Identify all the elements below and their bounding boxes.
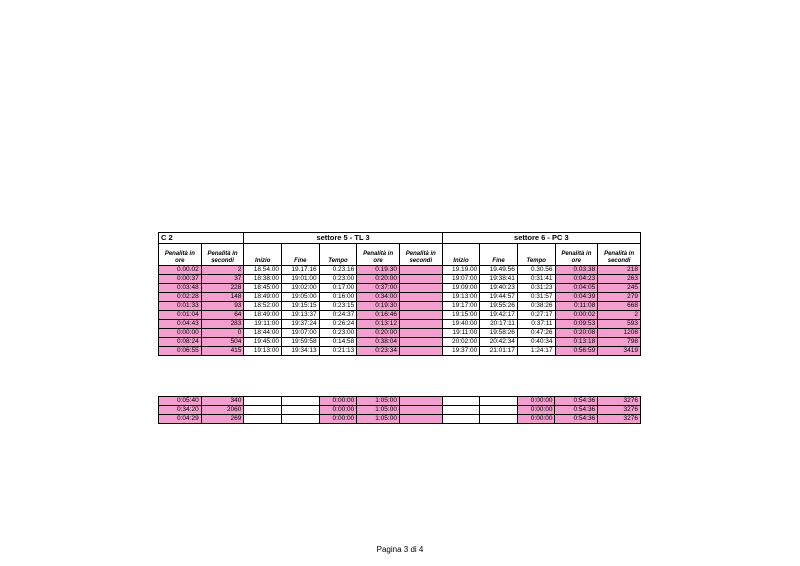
table-cell: 0:01:33 bbox=[159, 302, 202, 311]
table-cell: 0:54:36 bbox=[555, 415, 598, 424]
table-cell: 0:23:15 bbox=[319, 302, 357, 311]
table-cell bbox=[282, 406, 320, 415]
summary-table-body bbox=[159, 397, 641, 424]
table-cell: 0.03.38 bbox=[555, 266, 598, 275]
table-cell: 0:54:36 bbox=[555, 397, 598, 406]
table-cell: 19:17:00 bbox=[442, 302, 480, 311]
table-cell bbox=[399, 406, 442, 415]
column-header: Penalità in ore bbox=[555, 244, 598, 266]
table-cell: 0:23:00 bbox=[319, 329, 357, 338]
table-cell: 0:00:00 bbox=[517, 397, 555, 406]
table-cell: 0:00:00 bbox=[517, 406, 555, 415]
column-header: Fine bbox=[480, 244, 518, 266]
table-cell: 263 bbox=[598, 275, 641, 284]
table-cell: 0.30.56 bbox=[517, 266, 555, 275]
page-number: Pagina 3 di 4 bbox=[376, 545, 424, 554]
table-row bbox=[159, 293, 641, 302]
table-cell: 279 bbox=[598, 293, 641, 302]
table-cell: 18:52:00 bbox=[244, 302, 282, 311]
table-cell: 0:04:39 bbox=[555, 293, 598, 302]
table-cell: 19:07:00 bbox=[442, 275, 480, 284]
table-cell: 0:00:00 bbox=[517, 415, 555, 424]
table-cell: 0:37:00 bbox=[357, 284, 400, 293]
table-cell: 0:47:26 bbox=[517, 329, 555, 338]
table-cell: 18.54.00 bbox=[244, 266, 282, 275]
table-cell: 19:38:41 bbox=[480, 275, 518, 284]
table-row bbox=[159, 406, 641, 415]
table-cell: 19:37:00 bbox=[442, 347, 480, 356]
table-cell: 0:13:18 bbox=[555, 338, 598, 347]
table-cell: 19.19.00 bbox=[442, 266, 480, 275]
table-cell bbox=[399, 302, 442, 311]
table-cell: 2 bbox=[598, 311, 641, 320]
table-cell: 0:14:58 bbox=[319, 338, 357, 347]
table-cell bbox=[399, 293, 442, 302]
table-cell: 0:04:05 bbox=[555, 284, 598, 293]
table-cell: 2060 bbox=[201, 406, 244, 415]
table-cell: 0:38:04 bbox=[357, 338, 400, 347]
table-cell: 0:13:12 bbox=[357, 320, 400, 329]
table-cell: 0:00:00 bbox=[319, 406, 357, 415]
table-cell bbox=[480, 415, 518, 424]
table-cell: 0:23:00 bbox=[319, 275, 357, 284]
table-cell: 0:20:00 bbox=[357, 275, 400, 284]
table-cell: 0:56:59 bbox=[555, 347, 598, 356]
table-cell: 0:04:29 bbox=[159, 415, 202, 424]
table-cell: 20:17:11 bbox=[480, 320, 518, 329]
table-cell: 19:13:00 bbox=[442, 293, 480, 302]
table-cell: 0:16:46 bbox=[357, 311, 400, 320]
table-cell: 19:11:00 bbox=[442, 329, 480, 338]
table-cell: 1:05:00 bbox=[357, 397, 400, 406]
column-header: Inizio bbox=[244, 244, 282, 266]
column-header: Penalità in secondi bbox=[399, 244, 442, 266]
table-row bbox=[159, 320, 641, 329]
table-cell: 19:58:26 bbox=[480, 329, 518, 338]
table-cell: 19:40:23 bbox=[480, 284, 518, 293]
table-cell: 0:26:24 bbox=[319, 320, 357, 329]
table-cell: 0:23:34 bbox=[357, 347, 400, 356]
table-cell: 0:11:08 bbox=[555, 302, 598, 311]
table-cell: 2 bbox=[201, 266, 244, 275]
table-cell bbox=[480, 397, 518, 406]
table-row bbox=[159, 275, 641, 284]
column-header: Penalità in ore bbox=[357, 244, 400, 266]
table-cell bbox=[244, 415, 282, 424]
table-cell: 19:37:24 bbox=[282, 320, 320, 329]
table-cell: 1208 bbox=[598, 329, 641, 338]
table-cell: 0:04:43 bbox=[159, 320, 202, 329]
table-cell: 228 bbox=[201, 284, 244, 293]
table-cell: 0:24:37 bbox=[319, 311, 357, 320]
table-cell: 340 bbox=[201, 397, 244, 406]
table-cell bbox=[282, 397, 320, 406]
table-cell bbox=[399, 320, 442, 329]
table-cell: 0:31:57 bbox=[517, 293, 555, 302]
table-cell: 37 bbox=[201, 275, 244, 284]
table-cell: 19:05:00 bbox=[282, 293, 320, 302]
table-cell: 0:03:48 bbox=[159, 284, 202, 293]
group-header-row bbox=[159, 233, 641, 244]
table-cell: 19.49.56 bbox=[480, 266, 518, 275]
group-header-settore-5: settore 5 - TL 3 bbox=[244, 233, 442, 244]
table-cell: 0:09:53 bbox=[555, 320, 598, 329]
table-cell: 19:59:58 bbox=[282, 338, 320, 347]
table-cell: 19:45:00 bbox=[244, 338, 282, 347]
table-cell: 1:05:00 bbox=[357, 415, 400, 424]
table-row bbox=[159, 266, 641, 275]
results-table bbox=[158, 232, 641, 356]
table-cell: 19:02:00 bbox=[282, 284, 320, 293]
table-row bbox=[159, 311, 641, 320]
table-cell: 19:13:00 bbox=[244, 347, 282, 356]
table-cell: 19:40:00 bbox=[442, 320, 480, 329]
table-cell: 3276 bbox=[598, 406, 641, 415]
table-cell bbox=[442, 406, 480, 415]
table-cell: 269 bbox=[201, 415, 244, 424]
table-cell: 593 bbox=[598, 320, 641, 329]
table-cell: 0:00:02 bbox=[555, 311, 598, 320]
table-cell: 0:00:37 bbox=[159, 275, 202, 284]
table-cell: 19:13:37 bbox=[282, 311, 320, 320]
table-cell: 19:07:00 bbox=[282, 329, 320, 338]
table-cell: 19.17.16 bbox=[282, 266, 320, 275]
column-header: Penalità in secondi bbox=[598, 244, 641, 266]
table-cell: 3276 bbox=[598, 415, 641, 424]
table-cell: 18:44:00 bbox=[244, 329, 282, 338]
table-cell: 19:34:13 bbox=[282, 347, 320, 356]
table-cell: 20:02:00 bbox=[442, 338, 480, 347]
table-cell: 415 bbox=[201, 347, 244, 356]
column-header: Fine bbox=[282, 244, 320, 266]
table-cell bbox=[244, 397, 282, 406]
table-cell: 0:31:23 bbox=[517, 284, 555, 293]
table-cell: 148 bbox=[201, 293, 244, 302]
table-cell: 21:01:17 bbox=[480, 347, 518, 356]
summary-table bbox=[158, 396, 641, 424]
table-cell: 93 bbox=[201, 302, 244, 311]
table-cell: 0.23.16 bbox=[319, 266, 357, 275]
column-header: Penalità in ore bbox=[159, 244, 202, 266]
table-cell: 218 bbox=[598, 266, 641, 275]
table-cell: 0:01:04 bbox=[159, 311, 202, 320]
group-header-settore-6: settore 6 - PC 3 bbox=[442, 233, 640, 244]
group-header-c2: C 2 bbox=[159, 233, 244, 244]
table-cell: 19:15:00 bbox=[442, 311, 480, 320]
table-cell: 0:19:30 bbox=[357, 302, 400, 311]
table-cell: 19:11:00 bbox=[244, 320, 282, 329]
table-cell: 245 bbox=[598, 284, 641, 293]
table-row bbox=[159, 397, 641, 406]
table-cell: 283 bbox=[201, 320, 244, 329]
table-cell: 0:37:11 bbox=[517, 320, 555, 329]
table-cell: 0:02:28 bbox=[159, 293, 202, 302]
table-cell: 0:34:00 bbox=[357, 293, 400, 302]
table-cell bbox=[244, 406, 282, 415]
table-cell bbox=[399, 329, 442, 338]
column-header-row bbox=[159, 244, 641, 266]
table-cell: 0:17:00 bbox=[319, 284, 357, 293]
table-cell: 20:42:34 bbox=[480, 338, 518, 347]
table-row bbox=[159, 302, 641, 311]
table-cell: 0:38:26 bbox=[517, 302, 555, 311]
table-cell: 0.00.02 bbox=[159, 266, 202, 275]
table-cell: 504 bbox=[201, 338, 244, 347]
table-cell: 0:00:00 bbox=[319, 397, 357, 406]
column-header: Tempo bbox=[319, 244, 357, 266]
table-cell: 18:49:00 bbox=[244, 311, 282, 320]
table-row bbox=[159, 415, 641, 424]
table-cell: 1:05:00 bbox=[357, 406, 400, 415]
table-cell: 0:54:36 bbox=[555, 406, 598, 415]
table-cell: 18:49:00 bbox=[244, 293, 282, 302]
table-cell bbox=[399, 397, 442, 406]
table-row bbox=[159, 329, 641, 338]
table-cell: 19:42:17 bbox=[480, 311, 518, 320]
table-cell: 3276 bbox=[598, 397, 641, 406]
table-cell: 0:20:08 bbox=[555, 329, 598, 338]
table-cell bbox=[282, 415, 320, 424]
table-cell bbox=[480, 406, 518, 415]
table-cell: 3419 bbox=[598, 347, 641, 356]
table-cell: 19:09:00 bbox=[442, 284, 480, 293]
table-cell bbox=[399, 311, 442, 320]
table-cell: 18:45:00 bbox=[244, 284, 282, 293]
table-cell: 0:20:00 bbox=[357, 329, 400, 338]
table-cell: 0:27:17 bbox=[517, 311, 555, 320]
table-cell bbox=[442, 397, 480, 406]
table-cell: 19:55:26 bbox=[480, 302, 518, 311]
table-cell bbox=[399, 415, 442, 424]
table-cell: 0.19.30 bbox=[357, 266, 400, 275]
table-cell: 0:21:13 bbox=[319, 347, 357, 356]
column-header: Inizio bbox=[442, 244, 480, 266]
table-cell bbox=[442, 415, 480, 424]
table-cell: 0 bbox=[201, 329, 244, 338]
table-cell bbox=[399, 347, 442, 356]
table-row bbox=[159, 347, 641, 356]
table-cell: 19:01:00 bbox=[282, 275, 320, 284]
table-cell bbox=[399, 338, 442, 347]
table-cell: 19:44:57 bbox=[480, 293, 518, 302]
table-cell: 0:00:00 bbox=[159, 329, 202, 338]
table-cell: 0:00:00 bbox=[319, 415, 357, 424]
column-header: Penalità in secondi bbox=[201, 244, 244, 266]
results-table-body bbox=[159, 233, 641, 356]
column-header: Tempo bbox=[517, 244, 555, 266]
table-cell: 64 bbox=[201, 311, 244, 320]
table-cell: 18:38:00 bbox=[244, 275, 282, 284]
table-row bbox=[159, 338, 641, 347]
table-cell: 0:06:55 bbox=[159, 347, 202, 356]
table-cell: 0:05:40 bbox=[159, 397, 202, 406]
table-cell: 0:31:41 bbox=[517, 275, 555, 284]
table-cell: 1:24:17 bbox=[517, 347, 555, 356]
table-cell: 0:40:34 bbox=[517, 338, 555, 347]
table-cell bbox=[399, 275, 442, 284]
table-cell bbox=[399, 284, 442, 293]
table-cell: 668 bbox=[598, 302, 641, 311]
table-cell: 798 bbox=[598, 338, 641, 347]
table-cell bbox=[399, 266, 442, 275]
table-row bbox=[159, 284, 641, 293]
table-cell: 19:15:15 bbox=[282, 302, 320, 311]
table-cell: 0:04:23 bbox=[555, 275, 598, 284]
table-cell: 0:16:00 bbox=[319, 293, 357, 302]
table-cell: 0:08:24 bbox=[159, 338, 202, 347]
table-cell: 0:34:20 bbox=[159, 406, 202, 415]
